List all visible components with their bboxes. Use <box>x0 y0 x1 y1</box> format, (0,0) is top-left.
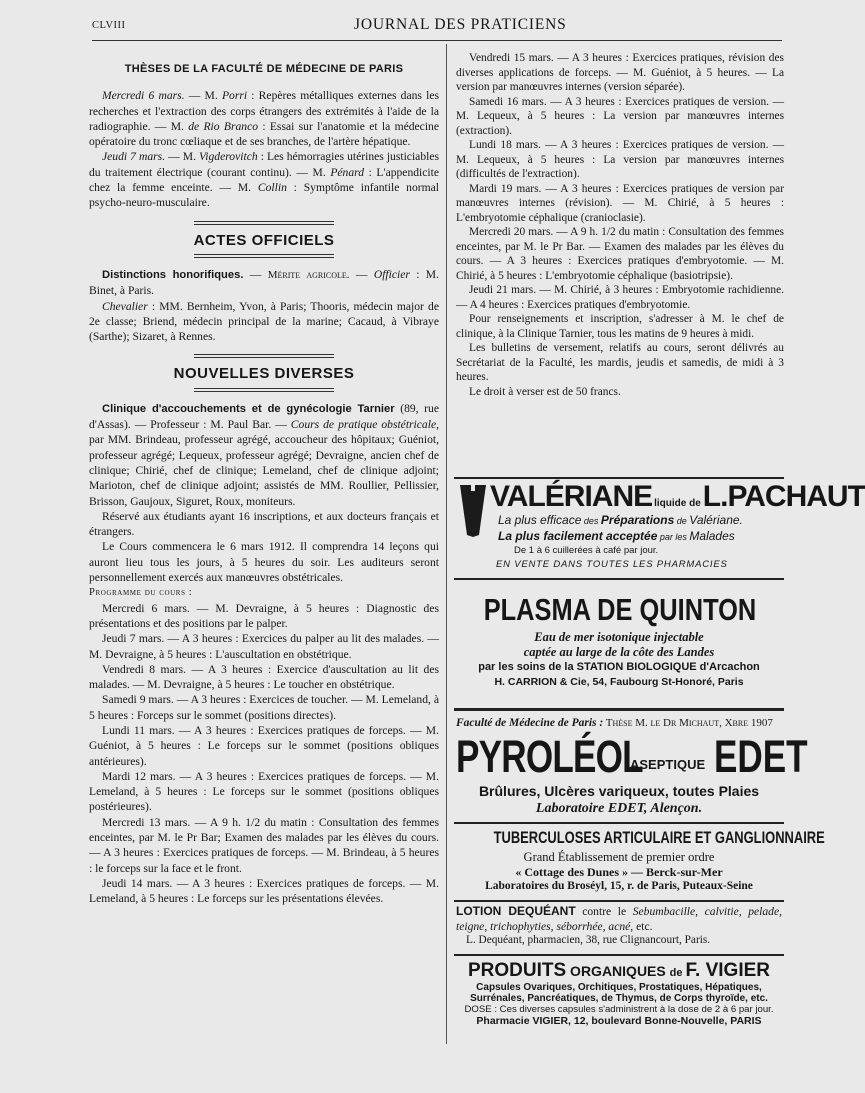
vigier-line-3: DOSE : Ces diverses capsules s'administrent à la dose de 2 à 6 par jour. <box>464 1004 774 1015</box>
vigier-title: PRODUITS ORGANIQUES de F. VIGIER <box>467 960 771 981</box>
programme-title: Programme du cours : <box>89 587 193 599</box>
header-rule <box>92 40 782 41</box>
theses-paragraph-2: Jeudi 7 mars. — M. Vigderovitch : Les hémorragies utérines justiciables du traitement électrique (courant continu). — M. Pénard : L'appendicite chez la femme enceinte. — M. Collin : Symptôme infantile normal psycho-neuro-musculaire. <box>89 150 440 210</box>
ad-valeriane <box>454 477 865 576</box>
programme-item: Jeudi 14 mars. — A 3 heures : Exercices pratiques de forceps. — M. Lemeland, à 5 heures : Le forceps sur les présentations élevées. <box>89 876 439 906</box>
pyroleol-heading: PYROLÉOL <box>456 731 643 782</box>
programme-item: Les bulletins de versement, relatifs au cours, seront délivrés au Secrétariat de la Faculté, les mardis, jeudis et samedis, de midi à 3 heures. <box>456 342 784 383</box>
programme-list-right <box>456 51 784 399</box>
programme-item: Samedi 9 mars. — A 3 heures : Exercices de toucher. — M. Lemeland, à 5 heures : Forceps sur le sommet (positions directes). <box>89 693 439 722</box>
nouvelles-reserve: Réservé aux étudiants ayant 16 inscriptions, et aux docteurs français et étrangers. <box>89 509 439 539</box>
tuberculoses-line-2: « Cottage des Dunes » — Berck-sur-Mer <box>515 865 723 879</box>
programme-item: Le droit à verser est de 50 francs. <box>469 385 621 398</box>
plasma-line-3: par les soins de la STATION BIOLOGIQUE d'Arcachon <box>478 661 760 673</box>
pyroleol-lab: Laboratoire EDET, Alençon. <box>535 801 703 816</box>
column-rule <box>446 44 447 1044</box>
programme-item: Samedi 16 mars. — A 3 heures : Exercices pratiques de version. — M. Lequeux, à 5 heures : La version par manœuvres internes (extraction). <box>456 95 784 137</box>
programme-item: Vendredi 8 mars. — A 3 heures : Exercice d'auscultation au lit des malades. — M. Devraigne, à 5 heures : Le toucher en obstétrique. <box>89 662 439 692</box>
programme-item: Mercredi 6 mars. — M. Devraigne, à 5 heures : Diagnostic des présentations et des positions par le palper. <box>89 601 439 630</box>
programme-item: Vendredi 15 mars. — A 3 heures : Exercices pratiques, révision des diverses applications de forceps. — M. Guéniot, à 5 heures. — La version par manœuvres internes (version séparée). <box>456 52 784 93</box>
programme-item: Mardi 19 mars. — A 3 heures : Exercices pratiques de version par manœuvres internes (révision). — M. Chirié, à 5 heures : L'embryotomie céphalique (cranioclasie). <box>456 182 784 224</box>
page-header <box>92 14 782 38</box>
programme-item: Jeudi 21 mars. — M. Chirié, à 3 heures : Embryotomie rachidienne. — A 4 heures : Exercices pratiques d'embryotomie. <box>456 284 784 311</box>
left-column <box>89 62 439 907</box>
valeriane-line-1: La plus efficace des Préparations de Valériane. <box>498 513 743 527</box>
ad-lotion-dequeant <box>454 900 784 952</box>
actes-paragraph-2: Chevalier : MM. Bernheim, Yvon, à Paris; Thooris, médecin major de 2e classe; Briend, médecin principal de la marine; Cacaud, à Vibraye (Sarthe); Sizaret, à Rennes. <box>89 299 439 344</box>
programme-item: Pour renseignements et inscription, s'adresser à M. le chef de clinique, à la Clinique Tarnier, tous les matins de 9 heures à midi. <box>456 313 784 340</box>
programme-item: Lundi 18 mars. — A 3 heures : Exercices pratiques de version. — M. Lequeux, à 5 heures : La version par manœuvres internes (difficultés de l'extraction). <box>456 139 784 180</box>
programme-item: Lundi 11 mars. — A 3 heures : Exercices pratiques de forceps. — M. Guéniot, à 5 heures : Le forceps sur le sommet (positions obliques antérieures). <box>89 723 439 768</box>
valeriane-heading: VALÉRIANE liquide deL.PACHAUT <box>490 480 865 513</box>
programme-list-left <box>89 601 439 907</box>
right-column-text <box>456 51 784 399</box>
vigier-line-4: Pharmacie VIGIER, 12, boulevard Bonne-Nouvelle, PARIS <box>476 1015 762 1027</box>
lotion-text: LOTION DEQUÉANT contre le Sebumbacille, calvitie, pelade, teigne, trichophyties, séborrhée, acné, etc. <box>456 904 783 933</box>
plasma-line-2: captée au large de la côte des Landes <box>523 645 715 659</box>
theses-title: THÈSES DE LA FACULTÉ DE MÉDECINE DE PARIS <box>124 63 404 75</box>
actes-paragraph-1: Distinctions honorifiques. — Mérite agricole. — Officier : M. Binet, à Paris. <box>89 267 440 298</box>
plasma-line-1: Eau de mer isotonique injectable <box>534 630 704 644</box>
valeriane-dose: De 1 à 6 cuillerées à café par jour. <box>514 545 659 556</box>
folio: CLVIII <box>92 20 126 31</box>
nouvelles-title: NOUVELLES DIVERSES <box>173 365 355 383</box>
programme-item: Mercredi 20 mars. — A 9 h. 1/2 du matin : Consultation des femmes enceintes, par M. le Pr Bar. — Examen des malades par les élèves du cours. — A 3 heures : Exercices pratiques d'embryotomie. — M. Chirié, à 5 heures : L'embryotomie céphalique (basiotripsie). <box>456 226 784 282</box>
tuberculoses-line-3: Laboratoires du Broséyl, 15, r. de Paris, Puteaux-Seine <box>485 880 753 892</box>
pyroleol-uses: Brûlures, Ulcères variqueux, toutes Plaies <box>478 783 760 799</box>
section-divider <box>194 354 334 358</box>
vigier-line-2: Surrénales, Pancréatiques, de Thymus, de Corps thyroïde, etc. <box>470 993 768 1004</box>
tuberculoses-line-1: Grand Établissement de premier ordre <box>523 850 715 864</box>
bottle-icon <box>458 483 488 539</box>
pyroleol-aseptique: ASEPTIQUE <box>630 757 706 772</box>
programme-item: Mardi 12 mars. — A 3 heures : Exercices pratiques de forceps. — M. Lemeland, à 5 heures : Le forceps sur le sommet (positions obliques postérieures). <box>89 769 439 814</box>
programme-item: Jeudi 7 mars. — A 3 heures : Exercices du palper au lit des malades. — M. Devraigne, à 5 heures : L'auscultation en obstétrique. <box>89 632 439 661</box>
ad-plasma-quinton <box>454 578 784 704</box>
nouvelles-intro: Clinique d'accouchements et de gynécologie Tarnier (89, rue d'Assas). — Professeur : M. Paul Bar. — Cours de pratique obstétricale, par MM. Brindeau, professeur agrégé, accoucheur des hôpitaux; Guéniot, professeur agrégé; Lequeux, professeur agrégé; Devraigne, ancien chef de clinique; Chirié, chef de clinique; Lemeland, chef de clinique adjoint; Marioton, chef de clinique adjoint; assistés de MM. Roullier, Pellissier, Brisson, Gaujoux, Siguret, Roux, moniteurs. <box>89 401 439 508</box>
valeriane-sale: EN VENTE DANS TOUTES LES PHARMACIES <box>496 559 728 570</box>
ad-tuberculoses <box>454 822 825 900</box>
actes-title: ACTES OFFICIELS <box>193 231 335 249</box>
pyroleol-edet: EDET <box>714 731 808 782</box>
plasma-line-4: H. CARRION & Cie, 54, Faubourg St-Honoré, Paris <box>494 676 744 688</box>
vigier-line-1: Capsules Ovariques, Orchitiques, Prostatiques, Hépatiques, <box>476 982 762 993</box>
ad-vigier <box>454 954 784 1034</box>
section-divider <box>194 221 334 225</box>
programme-item: Mercredi 13 mars. — A 9 h. 1/2 du matin : Consultation des femmes enceintes, par M. le Pr Bar; Examen des malades par les élèves du cours. — A 3 heures : Exercices pratiques de forceps. — M. Brindeau, à 5 heures : le forceps sur la face et le front. <box>89 815 439 875</box>
section-divider <box>194 254 334 258</box>
ad-pyroleol <box>454 708 808 823</box>
section-divider <box>194 388 334 392</box>
tuberculoses-title: TUBERCULOSES ARTICULAIRE ET GANGLIONNAIRE <box>493 828 825 847</box>
theses-paragraph-1: Mercredi 6 mars. — M. Porri : Repères métalliques externes dans les recherches et l'extraction des corps étrangers des extrémités à l'aide de la radiographie. — M. de Rio Branco : Essai sur l'anatomie et la médecine opératoire du tronc cœliaque et de ses branches, de l'artère hépatique. <box>89 89 440 149</box>
journal-title: JOURNAL DES PRATICIENS <box>354 16 567 33</box>
plasma-title: PLASMA DE QUINTON <box>483 592 757 627</box>
valeriane-line-2: La plus facilement acceptée par les Malades <box>498 529 735 543</box>
nouvelles-cours: Le Cours commencera le 6 mars 1912. Il comprendra 14 leçons qui auront lieu tous les jours, à 5 heures du soir. Les auditeurs seront personnellement exercés aux manœuvres obstétricales. <box>89 540 439 585</box>
pyroleol-faculte: Faculté de Médecine de Paris : Thèse M. le Dr Michaut, Xbre 1907 <box>456 717 773 729</box>
lotion-maker: L. Dequéant, pharmacien, 38, rue Clignancourt, Paris. <box>466 934 711 946</box>
